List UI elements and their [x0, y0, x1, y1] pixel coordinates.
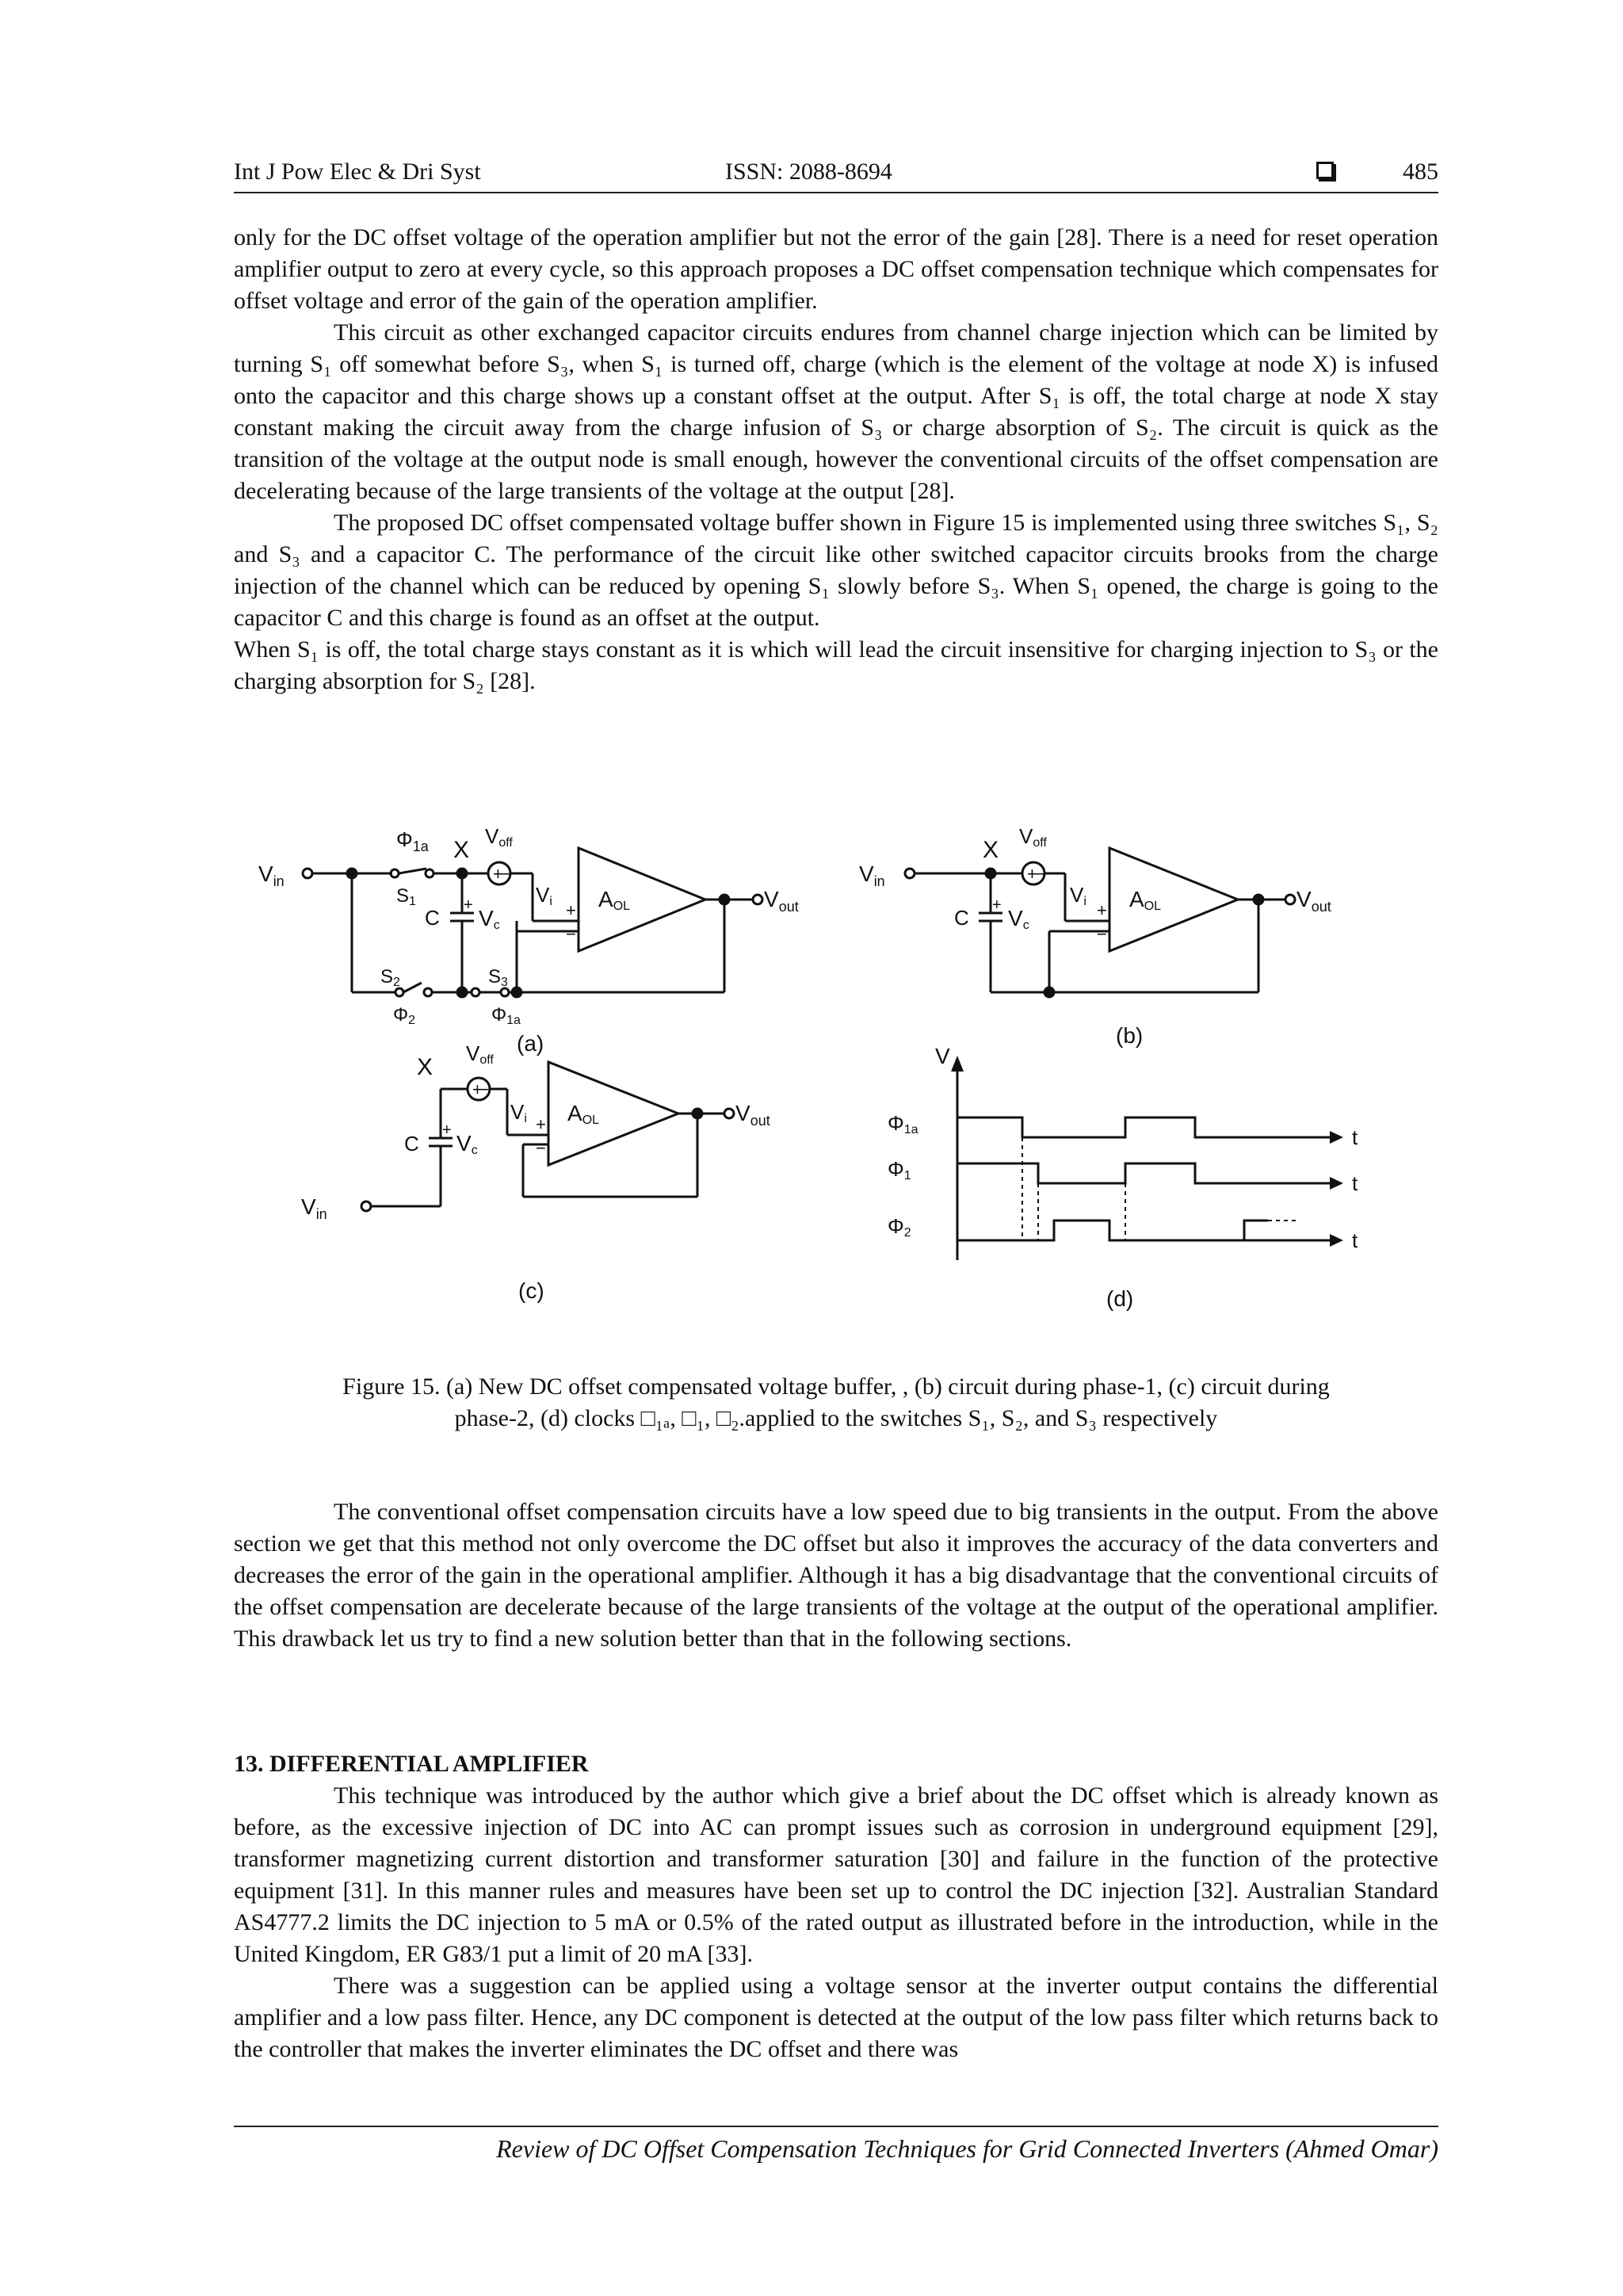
panel-b-label: (b)	[1116, 1023, 1144, 1048]
phi2-clock-label: Φ2	[888, 1214, 911, 1240]
voff-plus-c: +	[472, 1079, 483, 1099]
t-axis-label: t	[1352, 1125, 1358, 1149]
node-x-label-c: X	[417, 1054, 433, 1080]
opamp-plus-b: +	[1097, 900, 1107, 920]
aol-label-c: AOL	[567, 1101, 600, 1127]
vout-label-c: $V_{out}$	[735, 1101, 770, 1129]
panel-c-label: (c)	[518, 1278, 544, 1303]
vout-label-b: $V_{out}$	[1296, 887, 1331, 915]
phi1a-clock-label: Φ1a	[888, 1111, 918, 1137]
vc-label-b: Vc	[1008, 906, 1029, 932]
panel-a-label: (a)	[517, 1031, 544, 1056]
cap-plus-b: +	[992, 896, 1002, 914]
vc-label-c: Vc	[456, 1131, 478, 1157]
opamp-minus-b: −	[1097, 924, 1107, 944]
vin-label: $V_{in}$	[258, 861, 285, 889]
aol-label: AOL	[598, 887, 631, 913]
c-label-b: C	[954, 906, 969, 930]
cap-plus-c: +	[442, 1121, 452, 1139]
body-text-mid	[234, 1496, 1438, 1655]
figure-caption	[234, 1371, 1438, 1435]
figure-15	[238, 800, 1458, 1347]
issn: ISSN: 2088-8694	[725, 159, 892, 185]
v-axis-label: V	[935, 1044, 950, 1068]
circuit-diagrams	[238, 800, 1458, 1347]
paragraph: This technique was introduced by the author which give a brief about the DC offset which is already known as before, as the excessive injection of DC into AC can prompt issues such as corrosion in underground equipment [29], transformer magnetizing current distortion and transformer saturation [30] and failure in the function of the protective equipment [31]. In this manner rules and measures have been set up to control the DC injection [32]. Australian Standard AS4777.2 limits the DC injection to 5 mA or 0.5% of the rated output as illustrated before in the introduction, while in the United Kingdom, ER G83/1 put a limit of 20 mA [33].	[234, 1782, 1438, 1967]
voff-label-b: Voff	[1019, 824, 1047, 850]
vc-label: Vc	[479, 906, 500, 932]
node-x-label: X	[453, 837, 470, 863]
t-axis-label: t	[1352, 1171, 1358, 1195]
vi-label: Vi	[536, 883, 552, 908]
opamp-plus-c: +	[536, 1114, 546, 1134]
node-x-label-b: X	[983, 837, 999, 863]
section-heading: 13. DIFFERENTIAL AMPLIFIER	[234, 1751, 589, 1777]
c-label: C	[425, 906, 440, 930]
paragraph: There was a suggestion can be applied using a voltage sensor at the inverter output contains the differential amplifier and a low pass filter. Hence, any DC component is detected at the output of the low pass filter which returns back to the controller that makes the inverter eliminates the DC offset and there was	[234, 1973, 1438, 2062]
s3-label: S3	[488, 966, 508, 989]
phi1a-label: $\Phi_{1a}$	[396, 827, 429, 854]
t-axis-label: t	[1352, 1228, 1358, 1252]
paragraph: When S₁ is off, the total charge stays constant as it is which will lead the circuit insensitive for charging injection to S₃ or the charging absorption for S₂ [28].	[234, 636, 1438, 694]
c-label-c: C	[404, 1132, 419, 1156]
paragraph: The proposed DC offset compensated voltage buffer shown in Figure 15 is implemented using three switches S₁, S₂ and S₃ and a capacitor C. The performance of the circuit like other switched capacitor circuits brooks from the charge injection of the channel which can be reduced by opening S₁ slowly before S₃. When S₁ opened, the charge is going to the capacitor C and this charge is found as an offset at the output.	[234, 510, 1438, 631]
cap-plus: +	[464, 896, 473, 914]
voff-minus-c: −	[480, 1079, 491, 1099]
paragraph: only for the DC offset voltage of the operation amplifier but not the error of the gain [28]. There is a need for reset operation amplifier output to zero at every cycle, so this approach proposes a DC offset compensation technique which compensates for offset voltage and error of the gain of the operation amplifier.	[234, 224, 1438, 314]
body-text-top	[234, 222, 1438, 697]
vout-label: $V_{out}$	[764, 887, 799, 915]
paragraph: This circuit as other exchanged capacitor circuits endures from channel charge injection which can be limited by turning S₁ off somewhat before S₃, when S₁ is turned off, charge (which is the element of the voltage at node X) is infused onto the capacitor and this charge shows up a constant offset at the output. After S₁ is off, the total charge at node X stay constant making the circuit away from the charge infusion of S₃ or charge absorption of S₂. The circuit is quick as the transition of the voltage at the output node is small enough, however the conventional circuits of the offset compensation are decelerating because of the large transients of the voltage at the output [28].	[234, 319, 1438, 504]
voff-label: Voff	[485, 824, 513, 850]
running-footer: Review of DC Offset Compensation Techniques for Grid Connected Inverters (Ahmed Omar)	[234, 2126, 1438, 2165]
vin-label-c: $V_{in}$	[301, 1194, 327, 1222]
s1-label: S1	[396, 885, 416, 908]
phi2-label: Φ2	[393, 1004, 416, 1027]
opamp-minus: −	[566, 924, 576, 944]
box-icon	[1316, 162, 1334, 179]
vi-label-c: Vi	[510, 1100, 527, 1125]
vin-label-b: $V_{in}$	[859, 861, 885, 889]
voff-plus: +	[493, 864, 503, 884]
voff-minus-b: −	[1035, 864, 1045, 884]
journal-name: Int J Pow Elec & Dri Syst	[234, 159, 481, 185]
phi1a-bottom-label: Φ1a	[491, 1004, 521, 1027]
opamp-plus: +	[566, 900, 576, 920]
voff-plus-b: +	[1027, 864, 1037, 884]
s2-label: S2	[380, 966, 400, 989]
aol-label-b: AOL	[1129, 887, 1162, 913]
voff-label-c: Voff	[466, 1041, 494, 1067]
section-body	[234, 1780, 1438, 2065]
phi1-clock-label: Φ1	[888, 1157, 911, 1182]
page-number: 485	[1403, 159, 1438, 185]
running-header	[234, 152, 1438, 193]
paragraph: The conventional offset compensation circuits have a low speed due to big transients in the output. From the above section we get that this method not only overcome the DC offset but also it improves the accuracy of the data converters and decreases the error of the gain in the operational amplifier. Although it has a big disadvantage that the conventional circuits of the offset compensation are decelerate because of the large transients of the voltage at the output of the operational amplifier. This drawback let us try to find a new solution better than that in the following sections.	[234, 1499, 1438, 1652]
voff-minus: −	[501, 864, 511, 884]
opamp-minus-c: −	[536, 1138, 546, 1158]
caption-line: Figure 15. (a) New DC offset compensated voltage buffer, , (b) circuit during phase-1, (c) circuit during	[342, 1373, 1330, 1400]
panel-d-label: (d)	[1106, 1286, 1134, 1311]
caption-line: phase-2, (d) clocks □₁ₐ, □₁, □₂.applied to the switches S₁, S₂, and S₃ respectively	[454, 1405, 1218, 1431]
vi-label-b: Vi	[1070, 883, 1086, 908]
